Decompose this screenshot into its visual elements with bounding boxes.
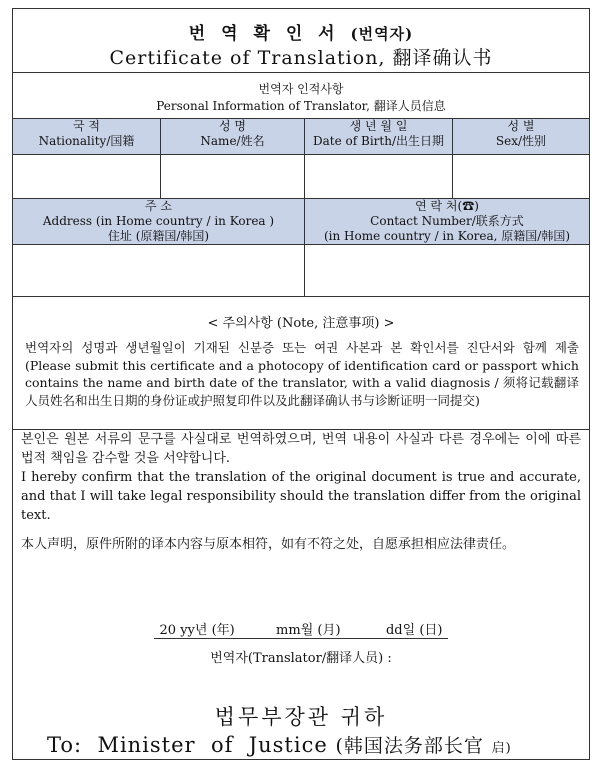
- contact-header: [305, 199, 589, 245]
- dob-header-label: Date of Birth/出生日期: [313, 134, 444, 148]
- note-body: 번역자의 성명과 생년월일이 기재된 신분증 또는 여권 사본과 본 확인서를 진단서와 함께 제출 (Please submit this certificate and a photocopy of identification card or passport which contains the name and birth date of the translator, with a valid diagnosis / 须将记载翻译人员姓名和出生日期的身份证或护照复印件以及此翻译确认书与诊断证明一同提交): [25, 340, 579, 408]
- title-korean-sub: (번역자): [350, 25, 414, 43]
- contact-header-label: Contact Number/联系方式: [370, 214, 524, 228]
- addressee-english-text: To: Minister of Justice: [47, 733, 328, 757]
- addressee-english: [47, 731, 512, 758]
- declaration: [13, 429, 589, 554]
- dob-header-ko: 생 년 월 일: [349, 119, 408, 133]
- addressee-chinese-end: 启): [491, 741, 512, 756]
- title-section: [13, 9, 589, 73]
- date-line-text: 20 yy년 (年) mm월 (月) dd일 (日): [154, 623, 449, 639]
- sex-value[interactable]: [453, 155, 589, 199]
- personal-info-header: [13, 73, 589, 119]
- sex-header: [453, 119, 589, 155]
- personal-info-table: [13, 119, 589, 297]
- personal-info-text: [13, 81, 589, 115]
- personal-info-english: Personal Information of Translator, 翻译人员信息: [156, 99, 446, 113]
- dob-value[interactable]: [305, 155, 453, 199]
- contact-header-label2: (in Home country / in Korea, 原籍国/韩国): [323, 229, 571, 243]
- declaration-english: I hereby confirm that the translation of the original document is true and accurate, and that I will take legal responsibility should the translation differ from the original text.: [21, 470, 581, 523]
- addressee-korean: 법무부장관 귀하: [214, 705, 388, 729]
- address-header: [13, 199, 305, 245]
- nationality-header: [13, 119, 161, 155]
- contact-value[interactable]: [305, 245, 589, 297]
- title-korean: [13, 19, 589, 44]
- certificate-form: [12, 8, 590, 760]
- nationality-value[interactable]: [13, 155, 161, 199]
- title-english: Certificate of Translation, 翻译确认书: [109, 47, 493, 69]
- addressee-chinese: (韩国法务部长官: [335, 735, 484, 757]
- sex-header-ko: 성 별: [507, 119, 535, 133]
- note-title: < 주의사항 (Note, 注意事项) >: [207, 316, 395, 331]
- name-header: [161, 119, 305, 155]
- dob-header: [305, 119, 453, 155]
- date-line[interactable]: [13, 619, 589, 638]
- translator-signature-line[interactable]: 번역자(Translator/翻译人员) :: [210, 651, 392, 666]
- address-header-ko: 주 소: [145, 199, 172, 213]
- nationality-header-label: Nationality/国籍: [38, 134, 135, 148]
- sex-header-label: Sex/性别: [495, 134, 547, 148]
- name-header-label: Name/姓名: [200, 134, 265, 148]
- personal-info-korean: 번역자 인적사항: [258, 82, 344, 96]
- declaration-korean: 본인은 원본 서류의 문구를 사실대로 번역하였으며, 번역 내용이 사실과 다른 경우에는 이에 따른 법적 책임을 감수할 것을 서약합니다.: [21, 432, 581, 466]
- name-value[interactable]: [161, 155, 305, 199]
- address-value[interactable]: [13, 245, 305, 297]
- declaration-chinese: 本人声明，原件所附的译本内容与原本相符，如有不符之处，自愿承担相应法律责任。: [21, 537, 516, 552]
- name-header-ko: 성 명: [219, 119, 246, 133]
- address-header-label: Address (in Home country / in Korea ): [42, 214, 275, 228]
- address-header-label2: 住址 (原籍国/韩国): [107, 229, 210, 243]
- contact-header-ko: 연 락 처(☎): [415, 199, 479, 213]
- nationality-header-ko: 국 적: [73, 119, 100, 133]
- title-korean-text: 번 역 확 인 서: [188, 24, 340, 44]
